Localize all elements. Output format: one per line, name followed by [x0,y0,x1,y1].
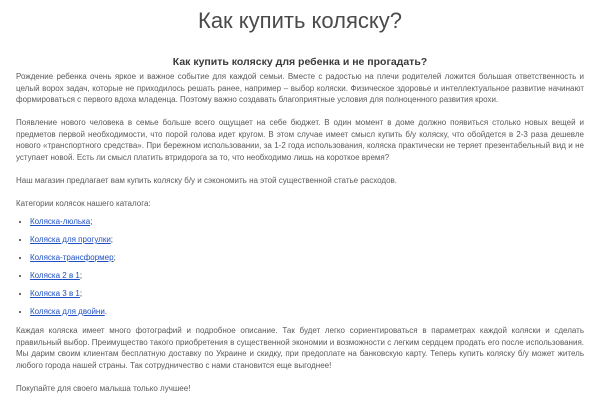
category-link-transformer[interactable]: Коляска-трансформер [30,253,114,262]
category-link-2-in-1[interactable]: Коляска 2 в 1 [30,271,80,280]
list-item-suffix: ; [79,271,83,280]
list-item [30,289,584,300]
category-link-3-in-1[interactable]: Коляска 3 в 1 [30,289,80,298]
list-item-suffix: ; [110,235,114,244]
category-link-cradle[interactable]: Коляска-люлька [30,217,91,226]
paragraph-gap [16,186,584,198]
list-item [30,271,584,282]
paragraph-budget: Появление нового человека в семье больше всего ощущает на себе бюджет. В один момент в доме должно появиться столько новых вещей и предметов первой необходимости, что порой голова идет кругом. В этом случае имеет смысл купить б/у коляску, что обойдется в 2-3 раза дешевле нового «транспортного средства». При бережном использовании, за 1-2 года использования, коляска практически не теряет презентабельный вид и не уступает новой. Есть ли смысл платить втридорога за то, что необходимо лишь на короткое время? [16,118,584,162]
list-item-suffix: ; [113,253,116,262]
closing-line: Покупайте для своего малыша только лучшее! [16,383,191,393]
article-subtitle: Как купить коляску для ребенка и не прогадать? [172,56,428,68]
paragraph-gap [16,371,584,383]
category-link-stroller[interactable]: Коляска для прогулки [30,235,111,244]
paragraph-intro: Рождение ребенка очень яркое и важное событие для каждой семьи. Вместе с радостью на плечи родителей ложится большая ответственность и целый ворох задач, которые не приходилось решать ранее, например – выбор коляски. Физическое здоровье и интеллектуальное развитие начинают формироваться с первого вдоха младенца. Поэтому важно создавать благоприятные условия для полноценного развития крохи. [16,72,584,104]
list-item-suffix: ; [79,289,83,298]
paragraph-offer: Наш магазин предлагает вам купить коляску б/у и сэкономить на этой существенной статье расходов. [16,175,397,185]
list-item-suffix: . [104,307,108,316]
list-item [30,307,584,318]
paragraph-details: Каждая коляска имеет много фотографий и подробное описание. Так будет легко сориентироваться в параметрах каждой коляски и сделать правильный выбор. Преимущество такого приобретения в существенной экономии и возможности с легким сердцем продать его после использования. Мы дарим своим клиентам бесплатную доставку по Украине и скидку, при предоплате на банковскую карту. Теперь купить коляску б/у может житель любого города нашей страны. Так сотрудничество с нами становится еще выгоднее! [16,326,584,370]
category-link-twins[interactable]: Коляска для двойни [30,307,105,316]
paragraph-gap [16,106,584,118]
categories-list [16,217,584,318]
paragraph-gap [16,163,584,175]
list-item [30,217,584,228]
categories-list-wrap [16,217,584,318]
list-item-suffix: ; [90,217,93,226]
categories-intro: Категории колясок нашего каталога: [16,198,151,208]
list-item [30,235,584,246]
list-item [30,253,584,264]
page-title: Как купить коляску? [198,8,402,33]
